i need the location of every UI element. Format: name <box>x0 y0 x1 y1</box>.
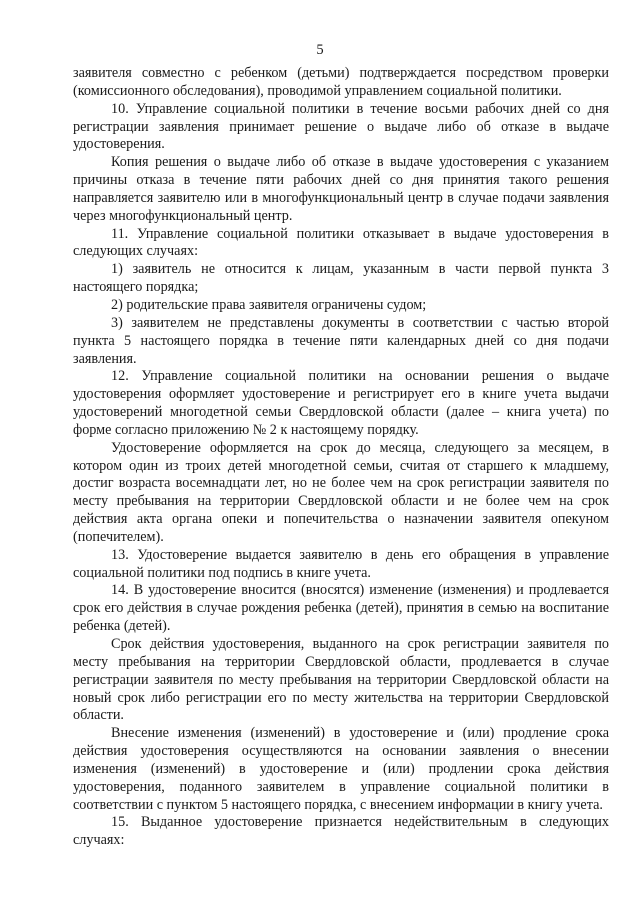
paragraph-item-13: 13. Удостоверение выдается заявителю в день его обращения в управление социальной политики под подпись в книге учета. <box>73 546 609 581</box>
page-number: 5 <box>316 42 324 58</box>
paragraph-item-10: 10. Управление социальной политики в течение восьми рабочих дней со дня регистрации заявления принимает решение о выдаче либо об отказе в выдаче удостоверения. <box>73 100 609 153</box>
list-item-11-1: 1) заявитель не относится к лицам, указанным в части первой пункта 3 настоящего порядка; <box>73 261 609 296</box>
paragraph-item-14: 14. В удостоверение вносится (вносятся) изменение (изменения) и продлевается срок его действия в случае рождения ребенка (детей), принятия в семью на воспитание ребенка (детей). <box>73 582 609 635</box>
list-item-11-3: 3) заявителем не представлены документы в соответствии с частью второй пункта 5 настоящего порядка в течение пяти календарных дней со дня подачи заявления. <box>73 314 609 367</box>
paragraph-item-12: 12. Управление социальной политики на основании решения о выдаче удостоверения оформляет удостоверение и регистрирует его в книге учета выдачи удостоверений многодетной семьи Свердловской области (далее – книга учета) по форме согласно приложению № 2 к настоящему порядку. <box>73 368 609 438</box>
paragraph-decision-copy: Копия решения о выдаче либо об отказе в выдаче удостоверения с указанием причины отказа в течение пяти рабочих дней со дня принятия такого решения направляется заявителю или в многофункциональный центр в случае подачи заявления через многофункциональный центр. <box>73 154 609 224</box>
paragraph-term-extension: Срок действия удостоверения, выданного на срок регистрации заявителя по месту пребывания на территории Свердловской области, продлевается в случае регистрации заявителя по месту пребывания на территории Свердловской области на новый срок либо регистрации его по месту жительства на территории Свердловской области. <box>73 636 609 724</box>
paragraph-certificate-term: Удостоверение оформляется на срок до месяца, следующего за месяцем, в котором один из троих детей многодетной семьи, считая от старшего к младшему, достиг возраста восемнадцати лет, но не более чем на срок регистрации заявителя по месту пребывания на территории Свердловской области и не более чем на срок действия акта органа опеки и попечительства о назначении заявителя опекуном (попечителем). <box>73 439 609 545</box>
paragraph-item-11: 11. Управление социальной политики отказывает в выдаче удостоверения в следующих случаях: <box>73 225 609 260</box>
list-item-11-2: 2) родительские права заявителя ограничены судом; <box>111 296 427 313</box>
paragraph-item-15: 15. Выданное удостоверение признается недействительным в следующих случаях: <box>73 814 609 849</box>
document-body <box>73 65 609 850</box>
paragraph-changes-basis: Внесение изменения (изменений) в удостоверение и (или) продление срока действия удостоверения осуществляются на основании заявления о внесении изменения (изменений) в удостоверение и (или) продлении срока действия удостоверения, поданного заявителем в управление социальной политики в соответствии с пунктом 5 настоящего порядка, с внесением информации в книгу учета. <box>73 725 609 813</box>
paragraph-continuation: заявителя совместно с ребенком (детьми) подтверждается посредством проверки (комиссионного обследования), проводимой управлением социальной политики. <box>73 65 609 99</box>
